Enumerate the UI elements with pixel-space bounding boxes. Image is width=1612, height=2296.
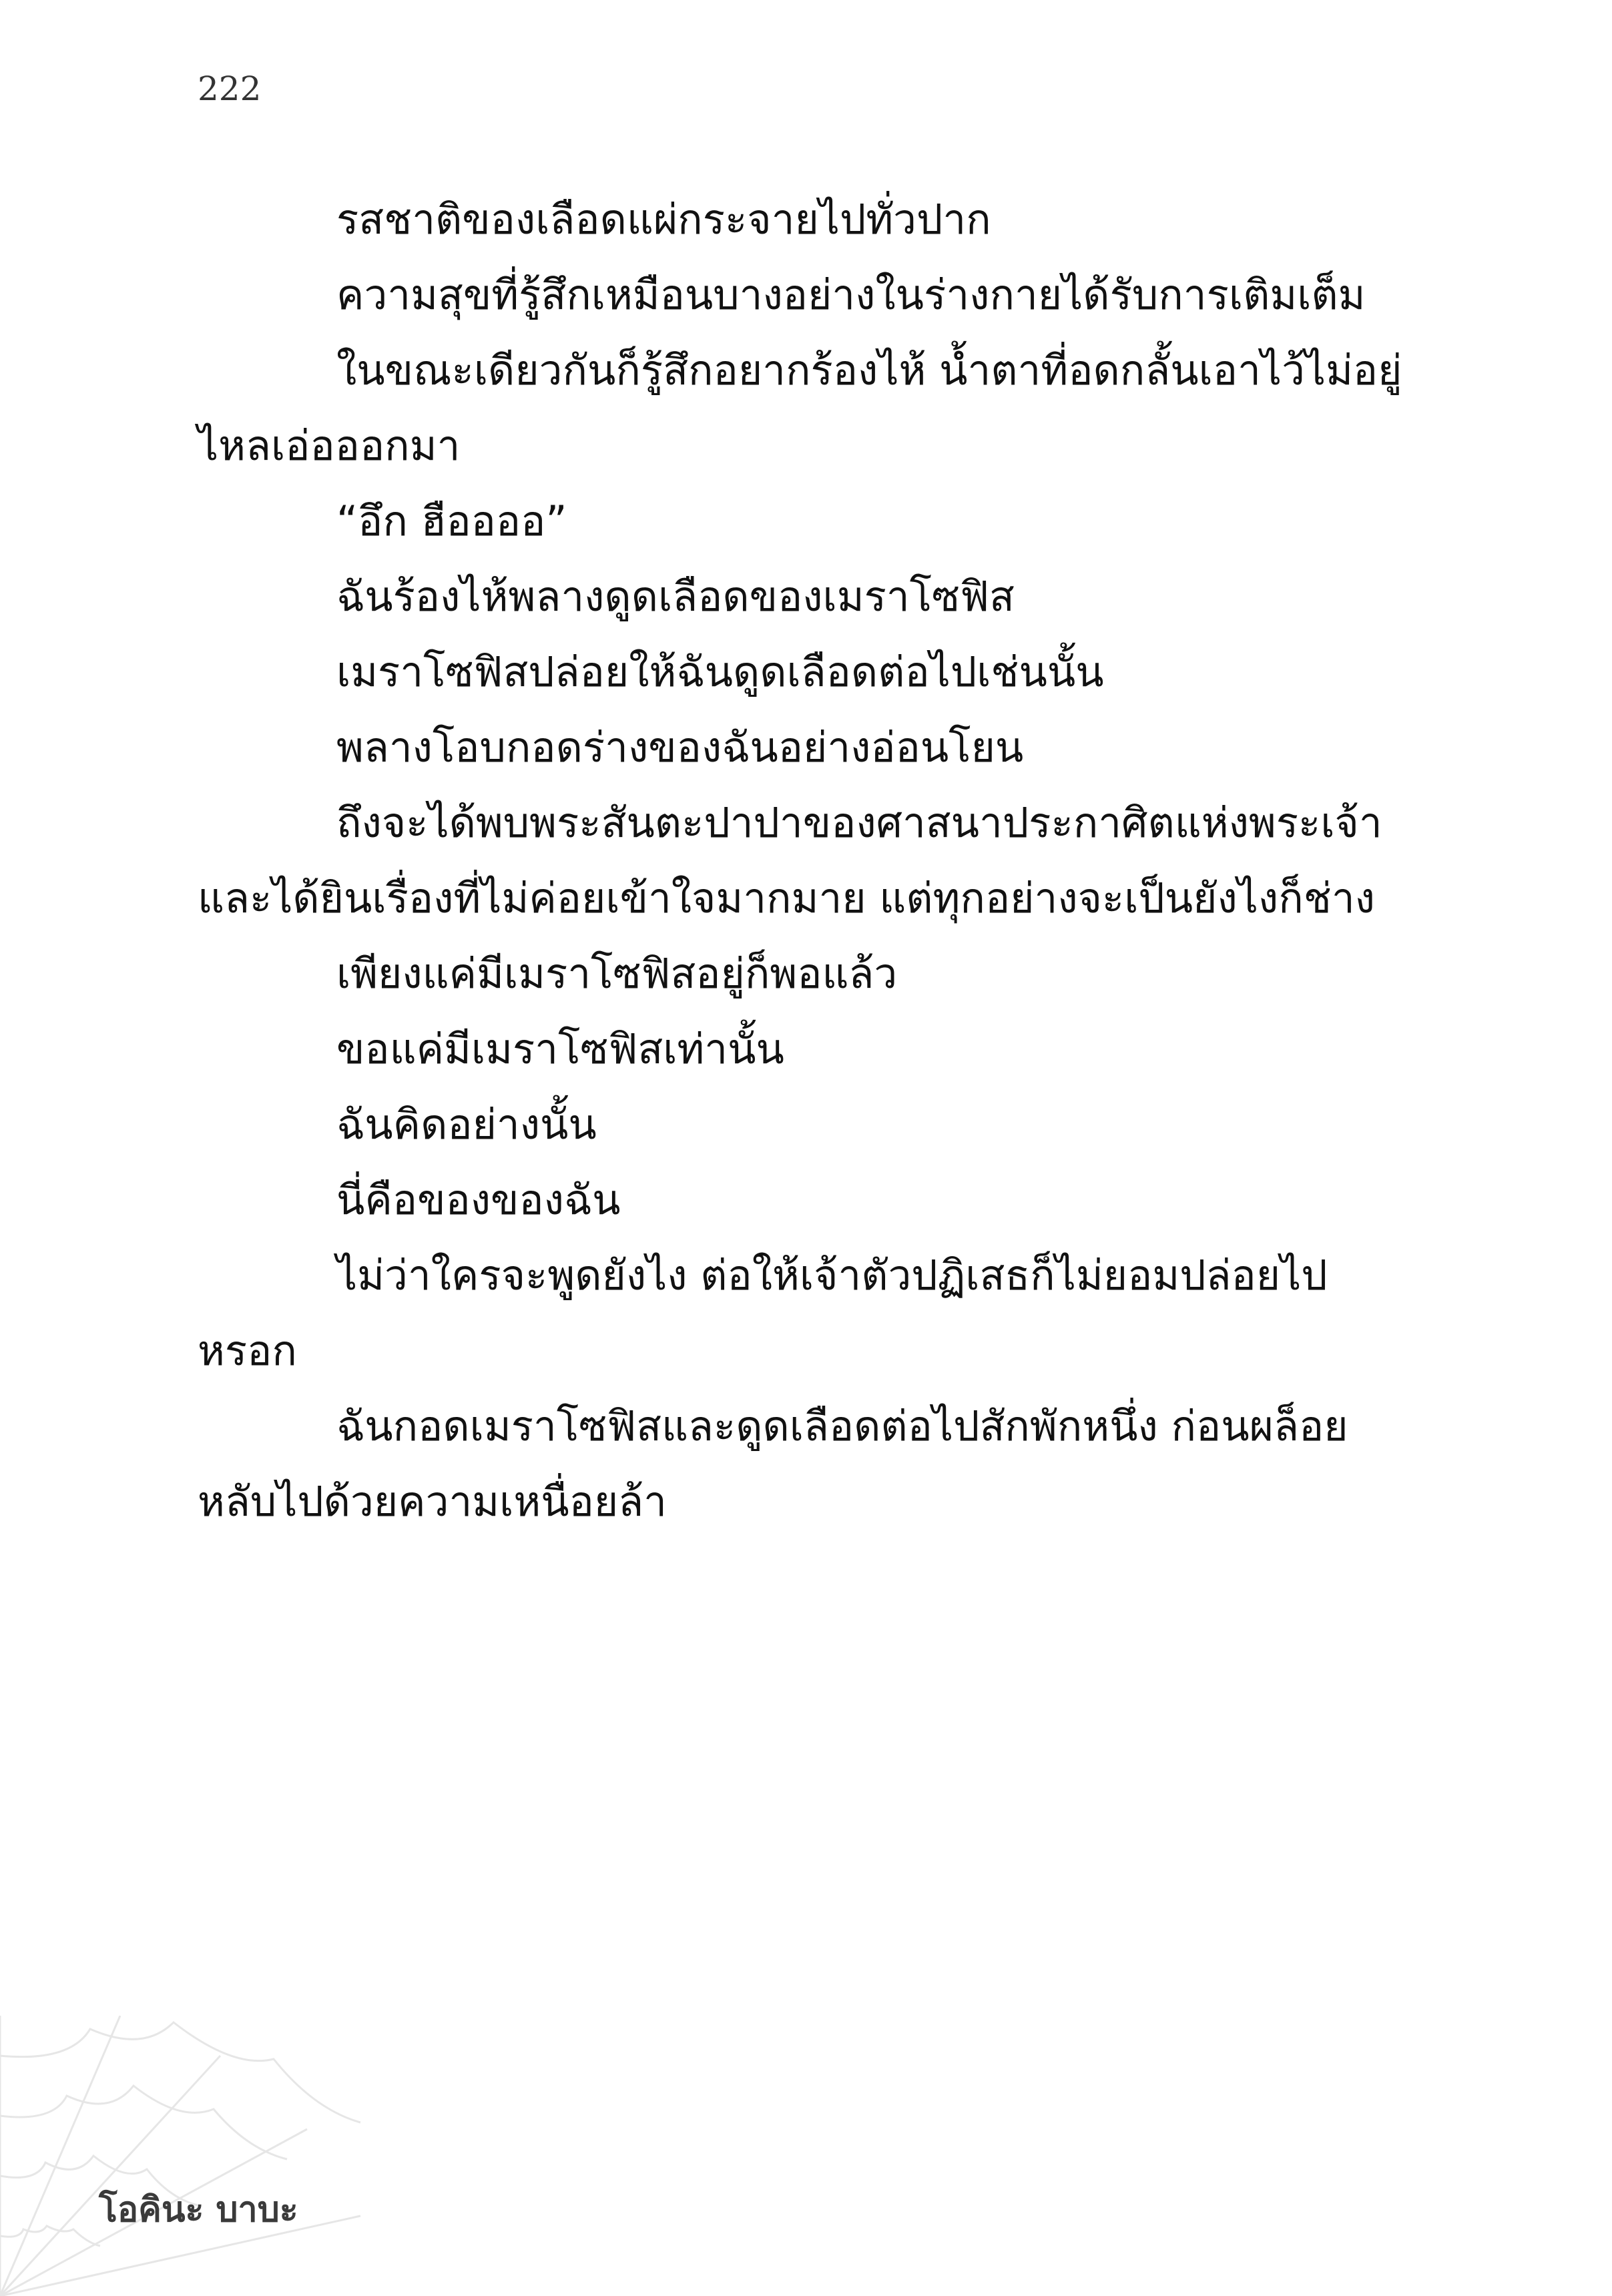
footer-title: โอคินะ บาบะ bbox=[99, 2190, 298, 2230]
paragraph: ความสุขที่รู้สึกเหมือนบางอย่างในร่างกายได้รับการเติมเต็ม bbox=[336, 270, 1366, 319]
paragraph: เมราโซฟิสปล่อยให้ฉันดูดเลือดต่อไปเช่นนั้น bbox=[336, 647, 1104, 696]
paragraph: ไม่ว่าใครจะพูดยังไง ต่อให้เจ้าตัวปฏิเสธก็ไม่ยอมปล่อยไปหรอก bbox=[198, 1251, 1328, 1375]
page-number: 222 bbox=[198, 69, 262, 108]
body-text bbox=[198, 182, 1410, 1539]
paragraph: ถึงจะได้พบพระสันตะปาปาของศาสนาประกาศิตแห่งพระเจ้าและได้ยินเรื่องที่ไม่ค่อยเข้าใจมากมาย แต่ทุกอย่างจะเป็นยังไงก็ช่าง bbox=[198, 798, 1382, 922]
paragraph: ฉันคิดอย่างนั้น bbox=[336, 1100, 597, 1149]
paragraph: “อึก ฮืออออ” bbox=[336, 497, 567, 545]
paragraph: เพียงแค่มีเมราโซฟิสอยู่ก็พอแล้ว bbox=[336, 949, 898, 998]
paragraph: ฉันร้องไห้พลางดูดเลือดของเมราโซฟิส bbox=[336, 572, 1015, 621]
paragraph: ฉันกอดเมราโซฟิสและดูดเลือดต่อไปสักพักหนึ่ง ก่อนผล็อยหลับไปด้วยความเหนื่อยล้า bbox=[198, 1402, 1348, 1526]
paragraph: พลางโอบกอดร่างของฉันอย่างอ่อนโยน bbox=[336, 723, 1024, 772]
paragraph: รสชาติของเลือดแผ่กระจายไปทั่วปาก bbox=[336, 195, 991, 244]
paragraph: ในขณะเดียวกันก็รู้สึกอยากร้องไห้ น้ำตาที่อดกลั้นเอาไว้ไม่อยู่ไหลเอ่อออกมา bbox=[198, 346, 1402, 470]
paragraph: นี่คือของของฉัน bbox=[336, 1175, 621, 1224]
cobweb-icon bbox=[0, 2016, 374, 2296]
paragraph: ขอแค่มีเมราโซฟิสเท่านั้น bbox=[336, 1025, 784, 1073]
